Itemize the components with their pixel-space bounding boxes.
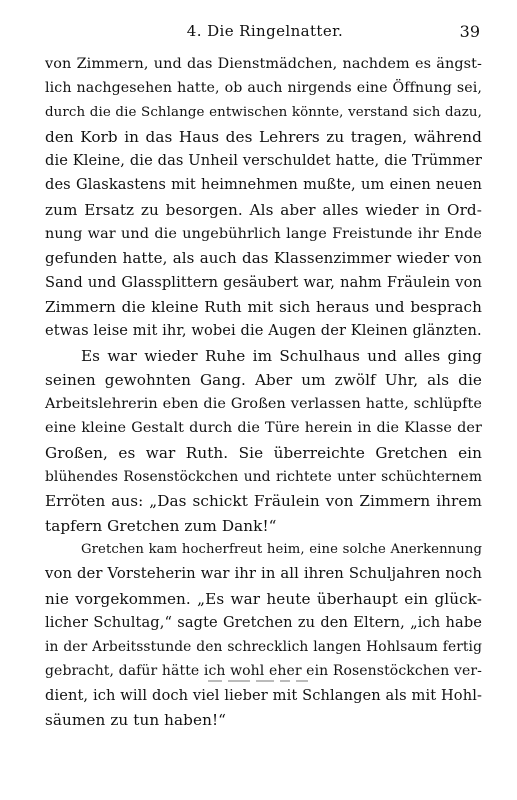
text-line: in der Arbeitsstunde den schrecklich langen Hohlsaum fertig [45,639,482,656]
text-line: Großen, es war Ruth. Sie überreichte Gretchen ein [45,443,482,462]
text-line: von Zimmern, und das Dienstmädchen, nachdem es ängst- [45,56,482,72]
text-line: Es war wieder Ruhe im Schulhaus und alles ging [81,346,482,365]
text-line: nie vorgekommen. „Es war heute überhaupt ein glück- [45,589,482,608]
text-line: tapfern Gretchen zum Dank!“ [45,516,277,535]
text-line: von der Vorsteherin war ihr in all ihren Schuljahren noch [45,565,482,583]
paragraph-2 [45,344,482,538]
text-line: säumen zu tun haben!“ [45,711,227,730]
text-line: seinen gewohnten Gang. Aber um zwölf Uhr, als die [45,370,482,389]
page-number: 39 [459,22,480,41]
text-line: eine kleine Gestalt durch die Türe herein in die Klasse der [45,420,482,437]
text-line: den Korb in das Haus des Lehrers zu tragen, während [45,127,482,146]
text-line: zum Ersatz zu besorgen. Als aber alles wieder in Ord- [45,200,482,219]
text-line: Gretchen kam hocherfreut heim, eine solche Anerkennung [81,541,482,557]
text-line: Erröten aus: „Das schickt Fräulein von Zimmern ihrem [45,492,482,511]
printer-mark [208,680,308,684]
text-line: Sand und Glassplittern gesäubert war, nahm Fräulein von [45,273,482,291]
paragraph-3 [45,538,482,732]
paragraph-1 [45,52,482,344]
text-line: nung war und die ungebührlich lange Freistunde ihr Ende [45,226,482,243]
text-line: dient, ich will doch viel lieber mit Schlangen als mit Hohl- [45,686,482,704]
text-line: licher Schultag,“ sagte Gretchen zu den Eltern, „ich habe [45,613,482,631]
body-text [45,52,482,732]
text-line: gebracht, dafür hätte ich wohl eher ein Rosenstöckchen ver- [45,663,482,680]
text-line: etwas leise mit ihr, wobei die Augen der Kleinen glänzten. [45,322,482,340]
text-line: lich nachgesehen hatte, ob auch nirgends eine Öffnung sei, [45,80,482,97]
chapter-title: 4. Die Ringelnatter. [186,22,344,40]
text-line: Arbeitslehrerin eben die Großen verlassen hatte, schlüpfte [45,396,482,413]
text-line: durch die die Schlange entwischen könnte, verstand sich dazu, [45,104,482,120]
text-line: des Glaskastens mit heimnehmen mußte, um einen neuen [45,176,482,194]
text-line: Zimmern die kleine Ruth mit sich heraus und besprach [45,297,482,316]
text-line: gefunden hatte, als auch das Klassenzimmer wieder von [45,249,482,268]
text-line: blühendes Rosenstöckchen und richtete unter schüchternem [45,469,482,486]
running-head [50,22,480,46]
text-line: die Kleine, die das Unheil verschuldet hatte, die Trümmer [45,152,482,170]
